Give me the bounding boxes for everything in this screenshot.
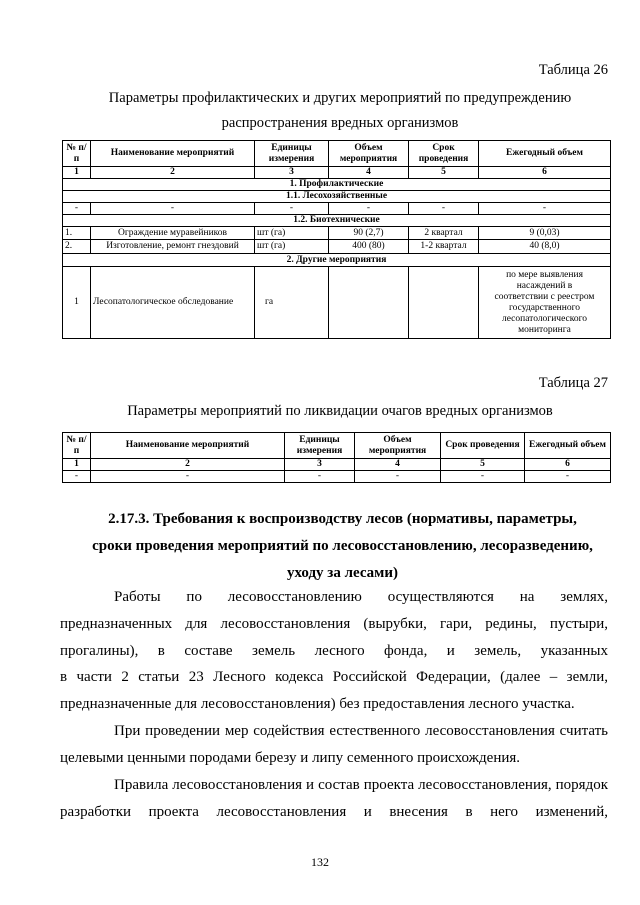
header-volume: Объем мероприятия: [355, 433, 441, 459]
cell-num: 1.: [63, 227, 91, 240]
subsection-row: [63, 215, 611, 227]
cell: -: [525, 471, 611, 483]
paragraph-3: [60, 772, 608, 826]
paragraph-line: в части 2 статьи 23 Лесного кодекса Российской Федерации, (далее – земли,: [60, 669, 608, 686]
cell-volume: [329, 267, 409, 339]
cell: -: [91, 471, 285, 483]
table-27: [62, 432, 611, 483]
header-annual: Ежегодный объем: [479, 141, 611, 167]
cell: -: [285, 471, 355, 483]
table-26: [62, 140, 611, 339]
table-26-number: Таблица 26: [538, 62, 608, 78]
header-volume: Объем мероприятия: [329, 141, 409, 167]
table-26-colnum-row: [63, 167, 611, 179]
table-26-title-line2: распространения вредных организмов: [221, 115, 459, 131]
annual-line: насаждений в: [516, 280, 573, 291]
cell-name: Ограждение муравейников: [91, 227, 255, 240]
subsection-1-2-label: 1.2. Биотехнические: [63, 215, 611, 227]
header-name: Наименование мероприятий: [91, 433, 285, 459]
cell: -: [329, 203, 409, 215]
paragraph-line: Работы по лесовосстановлению осуществляются на землях,: [114, 589, 608, 605]
paragraph-line: Правила лесовосстановления и состав проекта лесовосстановления, порядок: [114, 777, 608, 793]
section-heading-line2: сроки проведения мероприятий по лесовосстановлению, лесоразведению,: [92, 538, 593, 554]
cell: -: [63, 471, 91, 483]
cell: -: [255, 203, 329, 215]
annual-line: соответствии с реестром: [494, 291, 595, 302]
colnum-5: 5: [409, 167, 479, 179]
annual-line: лесопатологического: [501, 313, 588, 324]
colnum-3: 3: [285, 459, 355, 471]
colnum-2: 2: [91, 167, 255, 179]
paragraph-line: При проведении мер содействия естественного лесовосстановления считать: [114, 723, 608, 739]
cell-unit: шт (га): [255, 227, 329, 240]
paragraph-2: [60, 718, 608, 772]
cell-volume: 400 (80): [329, 240, 409, 254]
cell-term: 2 квартал: [409, 227, 479, 240]
cell-term: 1-2 квартал: [409, 240, 479, 254]
colnum-4: 4: [355, 459, 441, 471]
cell: -: [409, 203, 479, 215]
cell-annual: [479, 267, 611, 339]
colnum-2: 2: [91, 459, 285, 471]
table-27-title: Параметры мероприятий по ликвидации очагов вредных организмов: [127, 403, 553, 419]
header-unit: Единицы измерения: [255, 141, 329, 167]
cell-volume: 90 (2,7): [329, 227, 409, 240]
header-num: № п/п: [63, 141, 91, 167]
colnum-1: 1: [63, 459, 91, 471]
colnum-5: 5: [441, 459, 525, 471]
cell-annual: 9 (0,03): [479, 227, 611, 240]
table-row: [63, 203, 611, 215]
paragraph-line: прогалины), в составе земель лесного фонда, и земель, указанных: [60, 642, 608, 659]
annual-line: по мере выявления: [506, 269, 583, 280]
subsection-row: [63, 191, 611, 203]
cell-annual: 40 (8,0): [479, 240, 611, 254]
cell: -: [63, 203, 91, 215]
table-row: [63, 471, 611, 483]
section-2-label: 2. Другие мероприятия: [63, 254, 611, 267]
cell: -: [441, 471, 525, 483]
cell-unit: га: [255, 267, 329, 339]
annual-line: мониторинга: [518, 324, 571, 335]
annual-line: государственного: [508, 302, 581, 313]
page-number: 132: [311, 855, 329, 869]
paragraph-line: разработки проекта лесовосстановления и внесения в него изменений,: [60, 803, 608, 820]
colnum-6: 6: [525, 459, 611, 471]
table-26-header-row: [63, 141, 611, 167]
table-row: [63, 240, 611, 254]
table-27-number: Таблица 27: [538, 375, 608, 391]
cell: -: [355, 471, 441, 483]
paragraph-line: предназначенные для лесовосстановления) без предоставления лесного участка.: [60, 696, 575, 713]
colnum-6: 6: [479, 167, 611, 179]
table-row: [63, 267, 611, 339]
cell: -: [91, 203, 255, 215]
section-row: [63, 179, 611, 191]
table-27-colnum-row: [63, 459, 611, 471]
table-27-header-row: [63, 433, 611, 459]
colnum-4: 4: [329, 167, 409, 179]
table-row: [63, 227, 611, 240]
header-annual: Ежегодный объем: [525, 433, 611, 459]
section-heading-line3: уходу за лесами): [286, 565, 399, 581]
cell-unit: шт (га): [255, 240, 329, 254]
cell-num: 1: [63, 267, 91, 339]
colnum-1: 1: [63, 167, 91, 179]
header-name: Наименование мероприятий: [91, 141, 255, 167]
section-heading-line1: 2.17.3. Требования к воспроизводству лесов (нормативы, параметры,: [108, 511, 577, 527]
cell-num: 2.: [63, 240, 91, 254]
header-num: № п/п: [63, 433, 91, 459]
cell-name: Изготовление, ремонт гнездовий: [91, 240, 255, 254]
header-term: Срок проведения: [409, 141, 479, 167]
header-unit: Единицы измерения: [285, 433, 355, 459]
paragraph-1: [60, 584, 608, 718]
cell: -: [479, 203, 611, 215]
header-term: Срок проведения: [441, 433, 525, 459]
cell-term: [409, 267, 479, 339]
paragraph-line: предназначенных для лесовосстановления (вырубки, гари, редины, пустыри,: [60, 615, 608, 632]
paragraph-line: целевыми ценными породами березу и липу семенного происхождения.: [60, 749, 521, 766]
section-1-label: 1. Профилактические: [63, 179, 611, 191]
colnum-3: 3: [255, 167, 329, 179]
subsection-1-1-label: 1.1. Лесохозяйственные: [63, 191, 611, 203]
table-26-title-line1: Параметры профилактических и других мероприятий по предупреждению: [108, 90, 572, 106]
cell-name: Лесопатологическое обследование: [91, 267, 255, 339]
section-row: [63, 254, 611, 267]
